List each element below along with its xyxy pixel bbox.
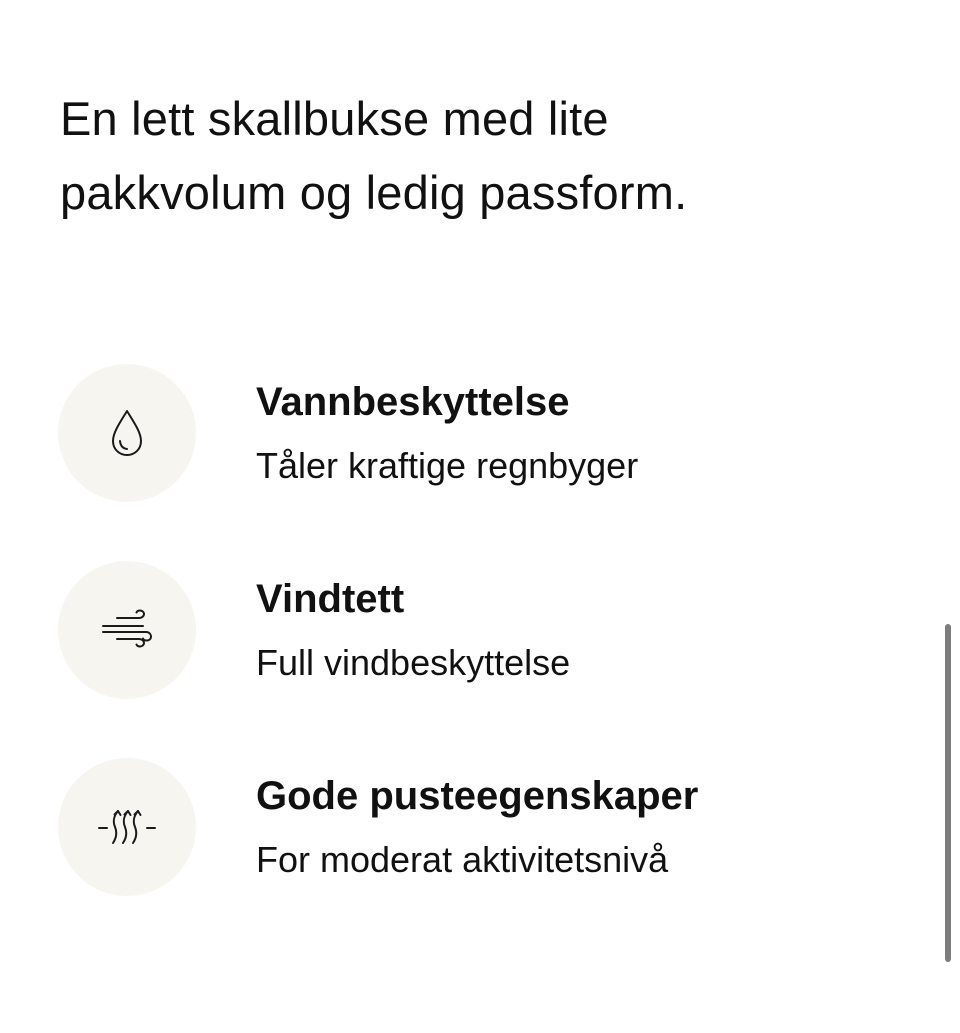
feature-title: Vannbeskyttelse: [256, 380, 570, 424]
feature-description: Full vindbeskyttelse: [256, 642, 571, 683]
feature-description: Tåler kraftige regnbyger: [256, 445, 639, 486]
wind-icon: [58, 561, 196, 699]
product-description-line-2: pakkvolum og ledig passform.: [60, 166, 688, 219]
feature-item-breathability: [58, 758, 918, 896]
product-description-line-1: En lett skallbukse med lite: [60, 92, 609, 145]
scrollbar[interactable]: [945, 624, 951, 962]
feature-title: Vindtett: [256, 577, 405, 621]
feature-item-water-protection: [58, 364, 918, 502]
feature-item-windproof: [58, 561, 918, 699]
feature-description: For moderat aktivitetsnivå: [256, 839, 669, 880]
breathability-icon: [58, 758, 196, 896]
product-description: [60, 82, 880, 230]
water-drop-icon: [58, 364, 196, 502]
feature-list: [58, 364, 918, 955]
feature-title: Gode pusteegenskaper: [256, 774, 699, 818]
